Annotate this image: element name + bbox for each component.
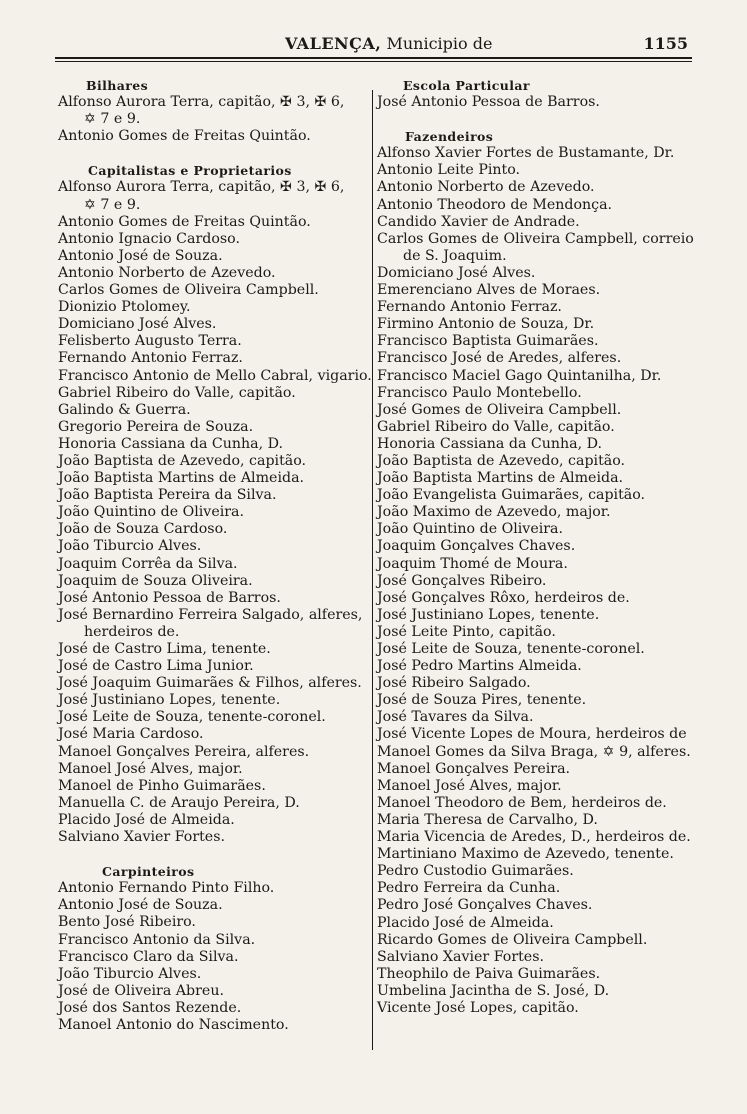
list-item: Joaquim Thomé de Moura.	[377, 555, 568, 572]
list-item: Antonio José de Souza.	[58, 247, 223, 264]
list-item: José Antonio Pessoa de Barros.	[58, 589, 281, 606]
list-item: Francisco Baptista Guimarães.	[377, 333, 599, 350]
section-heading-fazendeiros: Fazendeiros	[405, 129, 494, 145]
list-item: Manoel José Alves, major.	[377, 777, 562, 794]
list-item: Placido José de Almeida.	[58, 811, 235, 828]
list-item: José Joaquim Guimarães & Filhos, alferes.	[58, 675, 362, 692]
town-name: VALENÇA,	[285, 34, 382, 53]
list-item: Dionizio Ptolomey.	[58, 299, 191, 316]
running-title	[285, 34, 492, 53]
list-item: Gabriel Ribeiro do Valle, capitão.	[377, 418, 615, 435]
page-number: 1155	[643, 34, 688, 53]
list-item: Alfonso Xavier Fortes de Bustamante, Dr.	[377, 145, 675, 162]
list-item: Antonio Norberto de Azevedo.	[377, 179, 595, 196]
list-item: José Vicente Lopes de Moura, herdeiros de	[377, 726, 687, 743]
section-heading-bilhares: Bilhares	[86, 78, 149, 93]
column-divider	[372, 90, 373, 1050]
list-item: ✡ 7 e 9.	[84, 196, 141, 213]
list-item: Francisco Maciel Gago Quintanilha, Dr.	[377, 367, 662, 384]
list-item: José Leite de Souza, tenente-coronel.	[377, 641, 645, 657]
list-item: Domiciano José Alves.	[58, 316, 217, 333]
list-item: Martiniano Maximo de Azevedo, tenente.	[377, 846, 674, 863]
left-column	[58, 77, 370, 1034]
list-item: Francisco José de Aredes, alferes.	[377, 350, 622, 367]
list-item: Pedro Ferreira da Cunha.	[377, 880, 561, 897]
list-item: Gregorio Pereira de Souza.	[58, 418, 254, 435]
list-item: Alfonso Aurora Terra, capitão, ✠ 3, ✠ 6,	[58, 179, 345, 196]
list-item: José Leite de Souza, tenente-coronel.	[58, 709, 326, 726]
list-item: José Ribeiro Salgado.	[377, 675, 531, 692]
header-rule-thin	[55, 61, 692, 62]
list-item: Antonio Ignacio Cardoso.	[58, 230, 240, 247]
list-item: Pedro José Gonçalves Chaves.	[377, 897, 593, 914]
list-item: José Maria Cardoso.	[58, 726, 204, 743]
list-item: Emerenciano Alves de Moraes.	[377, 282, 601, 299]
fazendeiros-list	[377, 145, 712, 1017]
list-item: Manoel Gonçalves Pereira.	[377, 760, 571, 777]
list-item: Antonio Norberto de Azevedo.	[58, 264, 276, 281]
list-item: Manoel Antonio do Nascimento.	[58, 1016, 289, 1033]
list-item: Bento José Ribeiro.	[58, 914, 196, 931]
list-item: Salviano Xavier Fortes.	[377, 948, 544, 965]
section-heading-capitalistas: Capitalistas e Proprietarios	[88, 163, 292, 179]
list-item: José Bernardino Ferreira Salgado, alferes,	[58, 606, 363, 623]
page-header	[55, 34, 692, 56]
list-item: José Gomes de Oliveira Campbell.	[377, 401, 622, 418]
list-item: Joaquim de Souza Oliveira.	[58, 572, 253, 589]
list-item: Manoel Gonçalves Pereira, alferes.	[58, 743, 310, 760]
list-item: João Maximo de Azevedo, major.	[377, 504, 611, 521]
list-item: João de Souza Cardoso.	[58, 521, 228, 538]
list-item: Joaquim Gonçalves Chaves.	[377, 538, 576, 555]
list-item: Antonio Leite Pinto.	[377, 162, 521, 179]
list-item: Vicente José Lopes, capitão.	[377, 999, 579, 1016]
list-item: Firmino Antonio de Souza, Dr.	[377, 316, 595, 333]
list-item: Carlos Gomes de Oliveira Campbell, correio	[377, 230, 694, 247]
list-item: Antonio Theodoro de Mendonça.	[377, 196, 613, 213]
list-item: José de Castro Lima Junior.	[58, 658, 254, 675]
header-rule	[55, 57, 692, 59]
list-item: Fernando Antonio Ferraz.	[377, 299, 562, 316]
list-item: Domiciano José Alves.	[377, 264, 536, 281]
section-heading-carpinteiros: Carpinteiros	[102, 864, 195, 880]
list-item: Antonio Fernando Pinto Filho.	[58, 880, 275, 897]
list-item: Salviano Xavier Fortes.	[58, 829, 225, 846]
list-item: José Tavares da Silva.	[377, 709, 534, 726]
list-item: João Tiburcio Alves.	[58, 965, 202, 982]
list-item: Manoel de Pinho Guimarães.	[58, 777, 266, 794]
list-item: João Baptista de Azevedo, capitão.	[58, 452, 307, 469]
list-item: José Justiniano Lopes, tenente.	[377, 606, 600, 623]
list-item: de S. Joaquim.	[403, 247, 507, 264]
list-item: Francisco Paulo Montebello.	[377, 384, 582, 401]
list-item: ✡ 7 e 9.	[84, 111, 141, 128]
list-item: João Tiburcio Alves.	[58, 538, 202, 555]
list-item: Ricardo Gomes de Oliveira Campbell.	[377, 931, 648, 948]
list-item: Manuella C. de Araujo Pereira, D.	[58, 794, 300, 811]
list-item: João Baptista de Azevedo, capitão.	[377, 452, 626, 469]
list-item: Francisco Claro da Silva.	[58, 948, 239, 965]
list-item: Antonio Gomes de Freitas Quintão.	[58, 213, 311, 230]
header-subtitle: Municipio de	[386, 34, 493, 53]
capitalistas-list	[58, 179, 370, 846]
list-item: José Antonio Pessoa de Barros.	[377, 94, 600, 111]
list-item: José de Castro Lima, tenente.	[58, 641, 271, 657]
list-item: José Leite Pinto, capitão.	[377, 623, 556, 640]
list-item: João Evangelista Guimarães, capitão.	[377, 487, 646, 504]
list-item: Theophilo de Paiva Guimarães.	[377, 965, 601, 982]
list-item: Maria Theresa de Carvalho, D.	[377, 811, 598, 828]
list-item: José de Oliveira Abreu.	[58, 982, 224, 999]
list-item: Placido José de Almeida.	[377, 914, 554, 931]
list-item: João Baptista Pereira da Silva.	[58, 487, 277, 504]
list-item: Manoel Gomes da Silva Braga, ✡ 9, alferes.	[377, 743, 691, 760]
list-item: Pedro Custodio Guimarães.	[377, 863, 574, 880]
list-item: Alfonso Aurora Terra, capitão, ✠ 3, ✠ 6,	[58, 94, 345, 111]
list-item: Maria Vicencia de Aredes, D., herdeiros de.	[377, 829, 691, 846]
list-item: Manoel Theodoro de Bem, herdeiros de.	[377, 794, 667, 811]
list-item: Antonio Gomes de Freitas Quintão.	[58, 128, 311, 145]
list-item: Manoel José Alves, major.	[58, 760, 243, 777]
list-item: José Pedro Martins Almeida.	[377, 658, 582, 675]
list-item: Honoria Cassiana da Cunha, D.	[58, 435, 284, 452]
list-item: José Gonçalves Rôxo, herdeiros de.	[377, 589, 630, 606]
list-item: Joaquim Corrêa da Silva.	[58, 555, 238, 572]
list-item: João Baptista Martins de Almeida.	[377, 470, 624, 487]
carpinteiros-list	[58, 880, 370, 1034]
list-item: Carlos Gomes de Oliveira Campbell.	[58, 282, 319, 299]
list-item: José Justiniano Lopes, tenente.	[58, 692, 281, 709]
list-item: João Quintino de Oliveira.	[58, 504, 245, 521]
list-item: José dos Santos Rezende.	[58, 999, 242, 1016]
list-item: José Gonçalves Ribeiro.	[377, 572, 547, 589]
list-item: Honoria Cassiana da Cunha, D.	[377, 435, 603, 452]
list-item: João Quintino de Oliveira.	[377, 521, 564, 538]
list-item: João Baptista Martins de Almeida.	[58, 470, 305, 487]
list-item: Francisco Antonio da Silva.	[58, 931, 256, 948]
list-item: José de Souza Pires, tenente.	[377, 692, 587, 709]
section-heading-escola: Escola Particular	[403, 78, 530, 93]
list-item: Antonio José de Souza.	[58, 897, 223, 914]
list-item: Umbelina Jacintha de S. José, D.	[377, 982, 610, 999]
list-item: Gabriel Ribeiro do Valle, capitão.	[58, 384, 296, 401]
list-item: Fernando Antonio Ferraz.	[58, 350, 243, 367]
list-item: herdeiros de.	[84, 623, 180, 640]
list-item: Candido Xavier de Andrade.	[377, 213, 580, 230]
list-item: Felisberto Augusto Terra.	[58, 333, 242, 350]
right-column	[377, 77, 712, 1017]
list-item: Francisco Antonio de Mello Cabral, vigario.	[58, 367, 372, 384]
list-item: Galindo & Guerra.	[58, 401, 191, 418]
